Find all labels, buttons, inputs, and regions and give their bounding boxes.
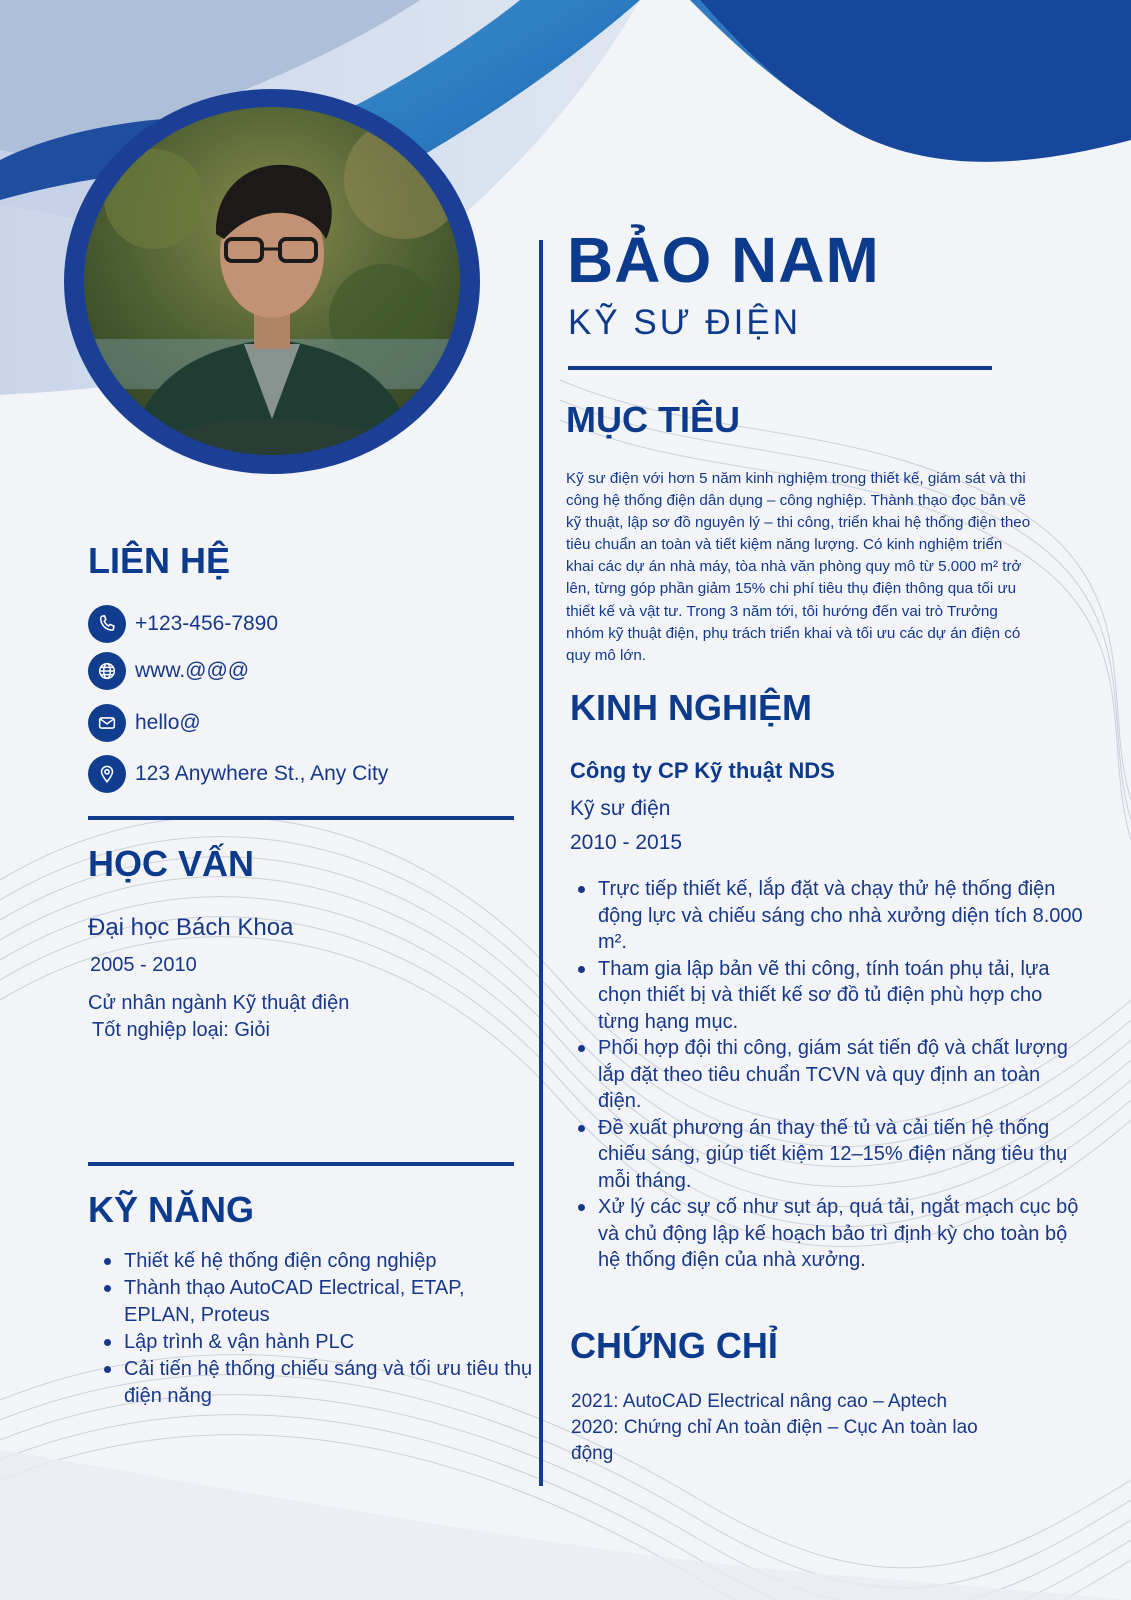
education-years: 2005 - 2010: [90, 954, 197, 976]
job-duty-item: Đề xuất phương án thay thế tủ và cải tiến hệ thống chiếu sáng, giúp tiết kiệm 12–15% điện năng tiêu thụ mỗi tháng.: [598, 1115, 1088, 1195]
objective-line: thiết kế và vật tư. Trong 3 năm tới, tôi hướng đến vai trò Trưởng: [566, 602, 998, 620]
contact-divider: [88, 816, 514, 820]
column-divider: [539, 240, 543, 1486]
profile-photo: [64, 89, 480, 474]
contact-website: [88, 652, 249, 690]
skill-item: Cải tiến hệ thống chiếu sáng và tối ưu tiêu thụ điện năng: [124, 1356, 539, 1410]
certificates-heading: CHỨNG CHỈ: [570, 1325, 778, 1366]
job-duty-item: Tham gia lập bản vẽ thi công, tính toán phụ tải, lựa chọn thiết bị và thiết kế sơ đồ tủ điện phù hợp cho từng hạng mục.: [598, 956, 1088, 1036]
objective-text: [566, 468, 1124, 667]
job-years: 2010 - 2015: [570, 831, 683, 854]
contact-heading: LIÊN HỆ: [88, 540, 231, 581]
globe-icon: [88, 652, 126, 690]
skill-item: Thành thạo AutoCAD Electrical, ETAP, EPLAN, Proteus: [124, 1275, 539, 1329]
skill-item: Lập trình & vận hành PLC: [124, 1329, 539, 1356]
objective-line: quy mô lớn.: [566, 646, 647, 664]
job-title: Kỹ sư điện: [570, 797, 671, 820]
certificate-item: 2021: AutoCAD Electrical nâng cao – Aptech: [571, 1391, 948, 1412]
education-heading: HỌC VẤN: [88, 843, 255, 884]
candidate-name: BẢO NAM: [567, 224, 880, 296]
job-duty-item: Trực tiếp thiết kế, lắp đặt và chạy thử hệ thống điện động lực và chiếu sáng cho nhà xưởng diện tích 8.000 m².: [598, 876, 1088, 956]
education-grade: Tốt nghiệp loại: Giỏi: [92, 1019, 270, 1041]
skills-list: [124, 1248, 539, 1410]
mail-icon: [88, 704, 126, 742]
objective-line: nhóm kỹ thuật điện, phụ trách triển khai và tối ưu các dự án điện có: [566, 624, 1021, 642]
job-duty-item: Phối hợp đội thi công, giám sát tiến độ và chất lượng lắp đặt theo tiêu chuẩn TCVN và quy định an toàn điện.: [598, 1035, 1088, 1115]
job-company: Công ty CP Kỹ thuật NDS: [570, 758, 835, 783]
website-url: www.@@@: [135, 659, 250, 682]
title-divider: [568, 366, 992, 370]
job-duties-list: [598, 876, 1088, 1274]
objective-line: lên, từng góp phần giảm 15% chi phí tiêu thụ điện thông qua tối ưu: [566, 580, 1017, 598]
objective-line: Kỹ sư điện với hơn 5 năm kinh nghiệm trong thiết kế, giám sát và thi: [566, 470, 1026, 487]
education-school: Đại học Bách Khoa: [88, 914, 294, 941]
objective-line: kỹ thuật, lập sơ đồ nguyên lý – thi công, triển khai hệ thống điện theo: [566, 514, 1031, 532]
contact-phone: [88, 605, 278, 643]
experience-heading: KINH NGHIỆM: [570, 687, 812, 728]
objective-line: công hệ thống điện dân dụng – công nghiệp. Thành thạo đọc bản vẽ: [566, 492, 1026, 510]
phone-number: +123-456-7890: [135, 612, 279, 635]
objective-line: tiêu chuẩn an toàn và tiết kiệm năng lượng. Có kinh nghiệm triển: [566, 536, 1003, 554]
contact-email: [88, 704, 201, 742]
certificate-item: 2020: Chứng chỉ An toàn điện – Cục An toàn lao: [571, 1417, 978, 1438]
phone-icon: [88, 605, 126, 643]
skill-item: Thiết kế hệ thống điện công nghiệp: [124, 1248, 539, 1275]
objective-heading: MỤC TIÊU: [566, 399, 740, 440]
education-divider: [88, 1162, 514, 1166]
skills-heading: KỸ NĂNG: [88, 1189, 255, 1230]
objective-line: khai các dự án nhà máy, tòa nhà văn phòng quy mô từ 5.000 m² trở: [566, 558, 1022, 576]
job-duty-item: Xử lý các sự cố như sụt áp, quá tải, ngắt mạch cục bộ và chủ động lập kế hoạch bảo trì định kỳ cho toàn bộ hệ thống điện của nhà xưởng.: [598, 1194, 1088, 1274]
location-pin-icon: [88, 755, 126, 793]
certificate-item-continued: động: [571, 1443, 614, 1464]
education-degree: Cử nhân ngành Kỹ thuật điện: [88, 992, 350, 1014]
street-address: 123 Anywhere St., Any City: [135, 762, 389, 785]
contact-address: [88, 755, 388, 793]
candidate-role: KỸ SƯ ĐIỆN: [568, 303, 801, 342]
email-address: hello@: [135, 711, 201, 734]
